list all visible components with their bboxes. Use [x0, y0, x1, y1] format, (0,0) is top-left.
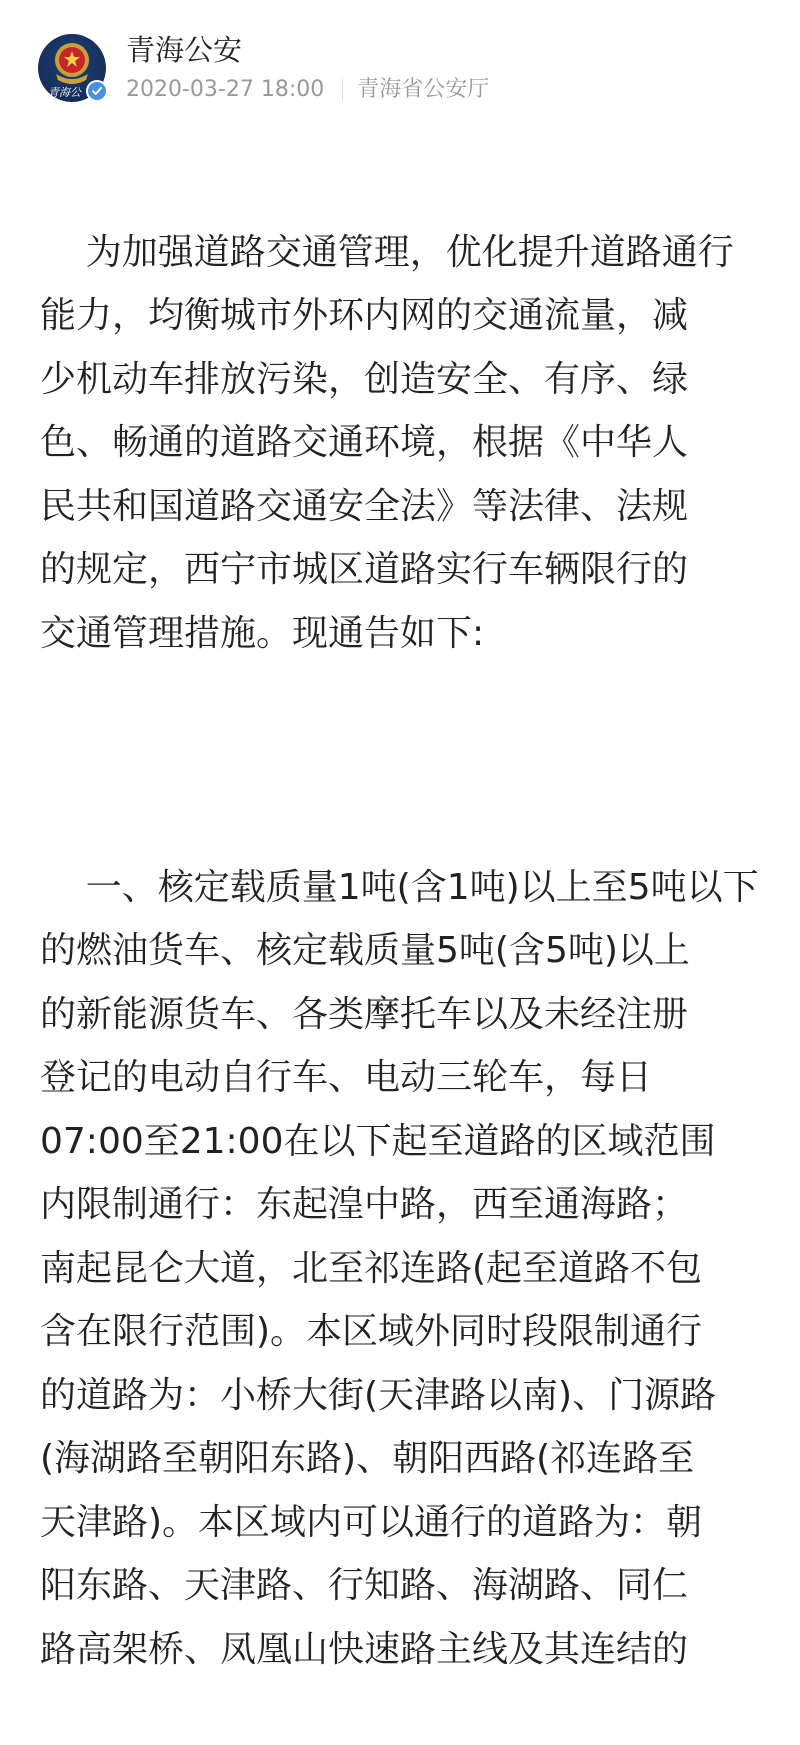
text-line: 的燃油货车、核定载质量5吨(含5吨)以上 [40, 930, 690, 971]
meta-divider [342, 79, 343, 101]
svg-text:青海公: 青海公 [48, 86, 81, 99]
text-line: 含在限行范围)。本区域外同时段限制通行 [40, 1311, 703, 1352]
text-line: 的新能源货车、各类摩托车以及未经注册 [40, 993, 689, 1035]
article-body [40, 157, 760, 1745]
post-meta [126, 75, 489, 105]
text-line: 路高架桥、凤凰山快速路主线及其连结的 [40, 1628, 689, 1670]
text-line: 交通管理措施。现通告如下: [40, 612, 485, 654]
account-name[interactable]: 青海公安 [126, 33, 243, 67]
paragraph-intro [40, 157, 760, 729]
text-line: 内限制通行：东起湟中路，西至通海路； [40, 1184, 689, 1225]
text-line: 民共和国道路交通安全法》等法律、法规 [40, 485, 689, 527]
post-header [38, 30, 778, 110]
text-line: 的规定，西宁市城区道路实行车辆限行的 [40, 549, 689, 590]
text-line: 天津路)。本区域内可以通行的道路为：朝 [40, 1501, 703, 1543]
text-line: 南起昆仑大道，北至祁连路(起至道路不包 [40, 1247, 703, 1289]
text-line: (海湖路至朝阳东路)、朝阳西路(祁连路至 [40, 1438, 695, 1479]
verified-check-icon [88, 82, 106, 100]
text-line: 为加强道路交通管理，优化提升道路通行 [85, 231, 734, 273]
text-line: 一、核定载质量1吨(含1吨)以上至5吨以下 [85, 866, 759, 908]
text-line: 能力，均衡城市外环内网的交通流量，减 [40, 295, 689, 336]
text-line: 07:00至21:00在以下起至道路的区域范围 [40, 1120, 716, 1162]
text-line: 登记的电动自行车、电动三轮车，每日 [40, 1057, 653, 1098]
verified-badge [86, 80, 108, 102]
text-line: 少机动车排放污染，创造安全、有序、绿 [40, 358, 689, 400]
text-line: 的道路为：小桥大街(天津路以南)、门源路 [40, 1374, 717, 1416]
paragraph-rule-1 [40, 792, 760, 1745]
post-timestamp: 2020-03-27 18:00 [126, 77, 325, 102]
post-source: 青海省公安厅 [357, 77, 490, 102]
text-line: 阳东路、天津路、行知路、海湖路、同仁 [40, 1565, 689, 1606]
text-line: 色、畅通的道路交通环境，根据《中华人 [40, 422, 689, 463]
